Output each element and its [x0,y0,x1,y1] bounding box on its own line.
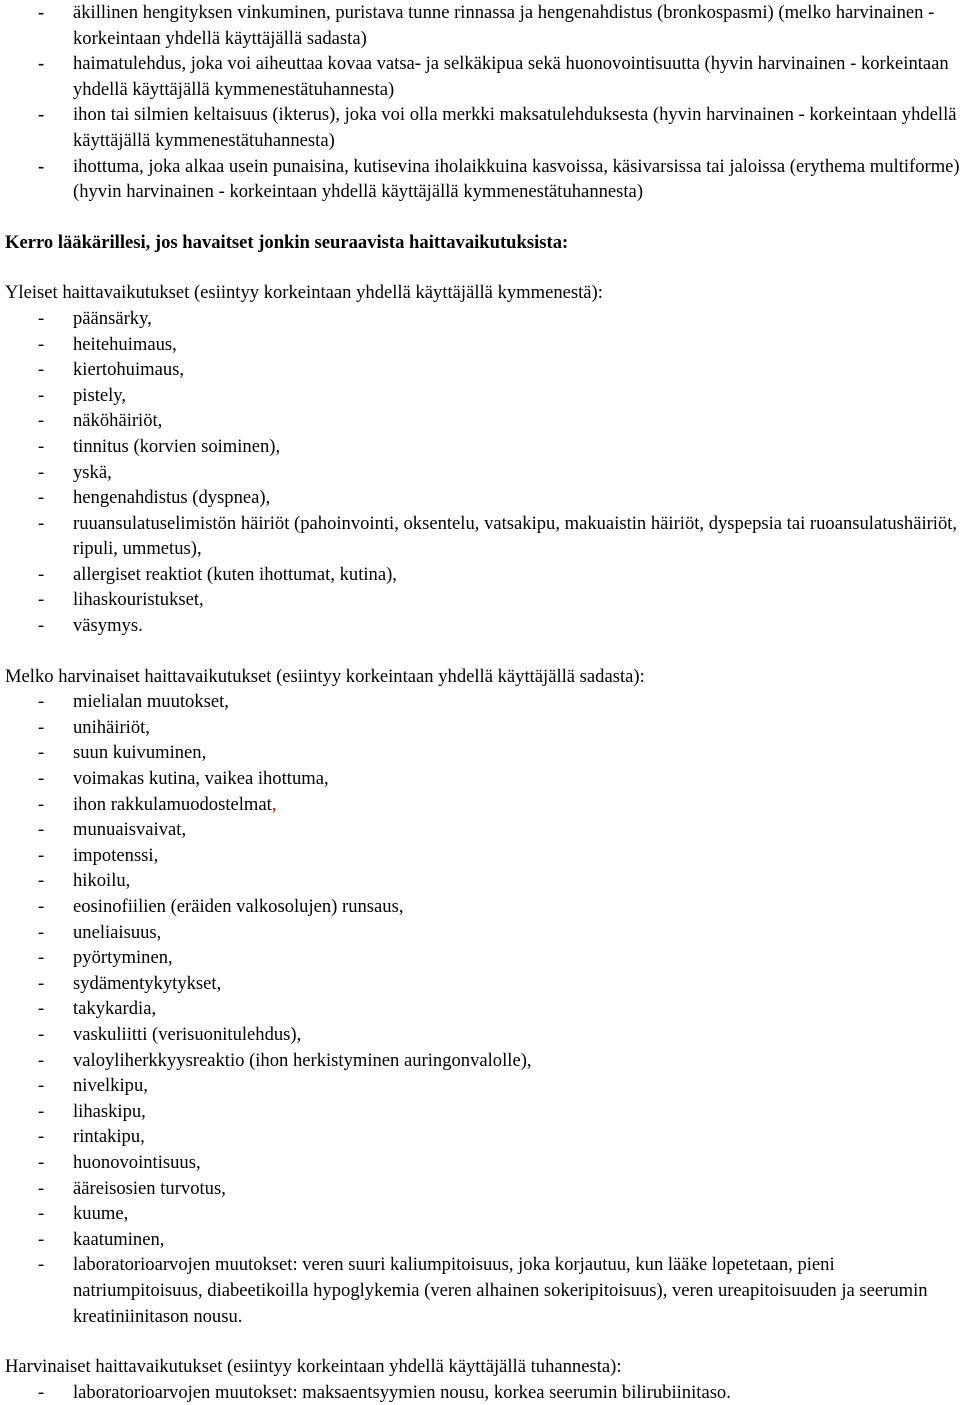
list-item-text: lihaskipu, [73,1100,146,1122]
list-item-text: takykardia, [73,998,157,1020]
list-item-text: suun kuivuminen, [73,742,207,764]
list-item-text: päänsärky, [73,307,152,329]
list-item [5,306,960,332]
list-item [5,1176,960,1202]
list-dash: - [38,435,45,457]
list-dash: - [38,921,45,943]
list-dash: - [38,615,45,637]
list-item-text: ruuansulatuselimistön häiriöt (pahoinvointi, oksentelu, vatsakipu, makuaistin häiriöt, dyspepsia tai ruoansulatushäiriöt, ripuli, ummetus), [73,512,958,560]
list-item-text: kaatuminen, [73,1228,165,1250]
list-item-text: sydämentykytykset, [73,972,222,994]
list-item-text: nivelkipu, [73,1075,148,1097]
list-item-text: laboratorioarvojen muutokset: maksaentsyymien nousu, korkea seerumin bilirubiinitaso. [73,1381,731,1403]
list-dash: - [38,1203,45,1225]
list-item [5,408,960,434]
list-item [5,51,960,102]
list-dash: - [38,2,45,23]
list-dash: - [38,742,45,764]
list-item-text: munuaisvaivat, [73,819,187,841]
list-item-text: huonovointisuus, [73,1151,201,1173]
list-item [5,894,960,920]
list-item-text: ihon tai silmien keltaisuus (ikterus), joka voi olla merkki maksatulehduksesta (hyvin harvinainen - korkeintaan yhdellä käyttäjällä kymmenestätuhannesta) [73,104,957,151]
list-dash: - [38,104,45,126]
list-item-text: kiertohuimaus, [73,359,185,381]
list-item [5,1022,960,1048]
list-item [5,740,960,766]
list-item [5,102,960,153]
list-item-text: haimatulehdus, joka voi aiheuttaa kovaa vatsa- ja selkäkipua sekä huonovointisuutta (hyvin harvinainen - korkeintaan yhdellä käyttäjällä kymmenestätuhannesta) [73,53,949,100]
list-item-text: mielialan muutokset, [73,691,229,713]
list-dash: - [38,53,45,75]
list-dash: - [38,307,45,329]
list-dash: - [38,563,45,585]
list-dash: - [38,359,45,381]
list-dash: - [38,333,45,355]
list-item [5,817,960,843]
list-dash: - [38,819,45,841]
list-item [5,1227,960,1253]
list-dash: - [38,844,45,866]
list-item [5,945,960,971]
list-dash: - [38,1049,45,1071]
list-item-text: äkillinen hengityksen vinkuminen, puristava tunne rinnassa ja hengenahdistus (bronkospasmi) (melko harvinainen - korkeintaan yhdellä käyttäjällä sadasta) [73,2,935,49]
list-item-text: impotenssi, [73,844,159,866]
list-item-text: hengenahdistus (dyspnea), [73,487,271,509]
list-dash: - [38,512,45,534]
list-item-text: pistely, [73,384,127,406]
list-item-text: yskä, [73,461,112,483]
list-item-text: unihäiriöt, [73,716,150,738]
list-dash: - [38,1023,45,1045]
list-dash: - [38,768,45,790]
list-item [5,587,960,613]
list-item [5,332,960,358]
list-item-text: allergiset reaktiot (kuten ihottumat, kutina), [73,563,397,585]
common-side-effects-heading: Yleiset haittavaikutukset (esiintyy korkeintaan yhdellä käyttäjällä kymmenestä): [5,282,603,304]
list-dash: - [38,716,45,738]
list-item-text: ihottuma, joka alkaa usein punaisina, kutisevina iholaikkuina kasvoissa, käsivarsissa tai jaloissa (erythema multiforme) (hyvin harvinainen - korkeintaan yhdellä käyttäjällä kymmenestätuhannesta) [73,155,960,203]
list-item [5,920,960,946]
list-item-text: valoyliherkkyysreaktio (ihon herkistyminen auringonvalolle), [73,1049,532,1071]
list-item [5,1124,960,1150]
list-item-text: kuume, [73,1203,129,1225]
list-item [5,971,960,997]
list-dash: - [38,1381,45,1403]
list-item-text: lihaskouristukset, [73,589,204,611]
list-dash: - [38,1100,45,1122]
list-item [5,434,960,460]
rare-side-effects-list [5,1380,960,1405]
list-item [5,562,960,588]
list-item [5,460,960,486]
list-item-text: laboratorioarvojen muutokset: veren suuri kaliumpitoisuus, joka korjautuu, kun lääke lopetetaan, pieni natriumpitoisuus, diabeetikoilla hypoglykemia (veren alhainen sokeripitoisuus), veren ureapitoisuuden ja seerumin kreatiniinitason nousu. [73,1254,928,1327]
list-item [5,843,960,869]
list-dash: - [38,1151,45,1173]
list-item-text: ihon rakkulamuodostelmat [73,793,272,815]
list-item-text: ääreisosien turvotus, [73,1177,226,1199]
list-dash: - [38,1228,45,1250]
list-item-text: hikoilu, [73,870,131,892]
list-dash: - [38,793,45,815]
list-item-text: eosinofiilien (eräiden valkosolujen) runsaus, [73,896,404,917]
list-item [5,357,960,383]
list-item [5,1380,960,1405]
list-item-text: tinnitus (korvien soiminen), [73,435,281,457]
list-item-text: uneliaisuus, [73,921,162,943]
list-item [5,511,960,562]
list-item-text: vaskuliitti (verisuonitulehdus), [73,1023,302,1045]
list-item [5,1252,960,1329]
list-item [5,154,960,205]
list-item [5,1048,960,1074]
list-dash: - [38,410,45,432]
rare-side-effects-heading: Harvinaiset haittavaikutukset (esiintyy korkeintaan yhdellä käyttäjällä tuhannesta): [5,1356,622,1378]
list-item [5,613,960,639]
list-dash: - [38,589,45,611]
list-dash: - [38,155,45,177]
list-item-text: heitehuimaus, [73,333,177,355]
list-item-text: voimakas kutina, vaikea ihottuma, [73,768,329,790]
serious-side-effects-list [5,0,960,205]
list-dash: - [38,947,45,969]
list-dash: - [38,1075,45,1097]
list-item [5,715,960,741]
list-item [5,485,960,511]
tell-doctor-heading: Kerro lääkärillesi, jos havaitset jonkin seuraavista haittavaikutuksista: [5,231,569,253]
list-item [5,792,960,818]
highlighted-comma: , [271,793,277,815]
uncommon-side-effects-list [5,689,960,1329]
list-dash: - [38,998,45,1020]
list-item [5,689,960,715]
list-dash: - [38,1254,45,1276]
list-item [5,1099,960,1125]
list-item [5,0,960,51]
list-dash: - [38,487,45,509]
list-item-text: rintakipu, [73,1126,145,1148]
list-dash: - [38,1126,45,1148]
list-item-text: näköhäiriöt, [73,410,163,432]
uncommon-side-effects-heading: Melko harvinaiset haittavaikutukset (esiintyy korkeintaan yhdellä käyttäjällä sadasta): [5,665,645,687]
list-item [5,1073,960,1099]
list-dash: - [38,1177,45,1199]
list-item [5,868,960,894]
list-dash: - [38,691,45,713]
list-dash: - [38,461,45,483]
list-item [5,383,960,409]
list-item [5,766,960,792]
list-dash: - [38,384,45,406]
list-item [5,1150,960,1176]
list-item [5,996,960,1022]
list-item-text: pyörtyminen, [73,947,173,969]
list-dash: - [38,870,45,892]
common-side-effects-list [5,306,960,639]
list-item-text: väsymys. [73,615,143,637]
list-item [5,1201,960,1227]
list-dash: - [38,972,45,994]
list-dash: - [38,896,45,917]
